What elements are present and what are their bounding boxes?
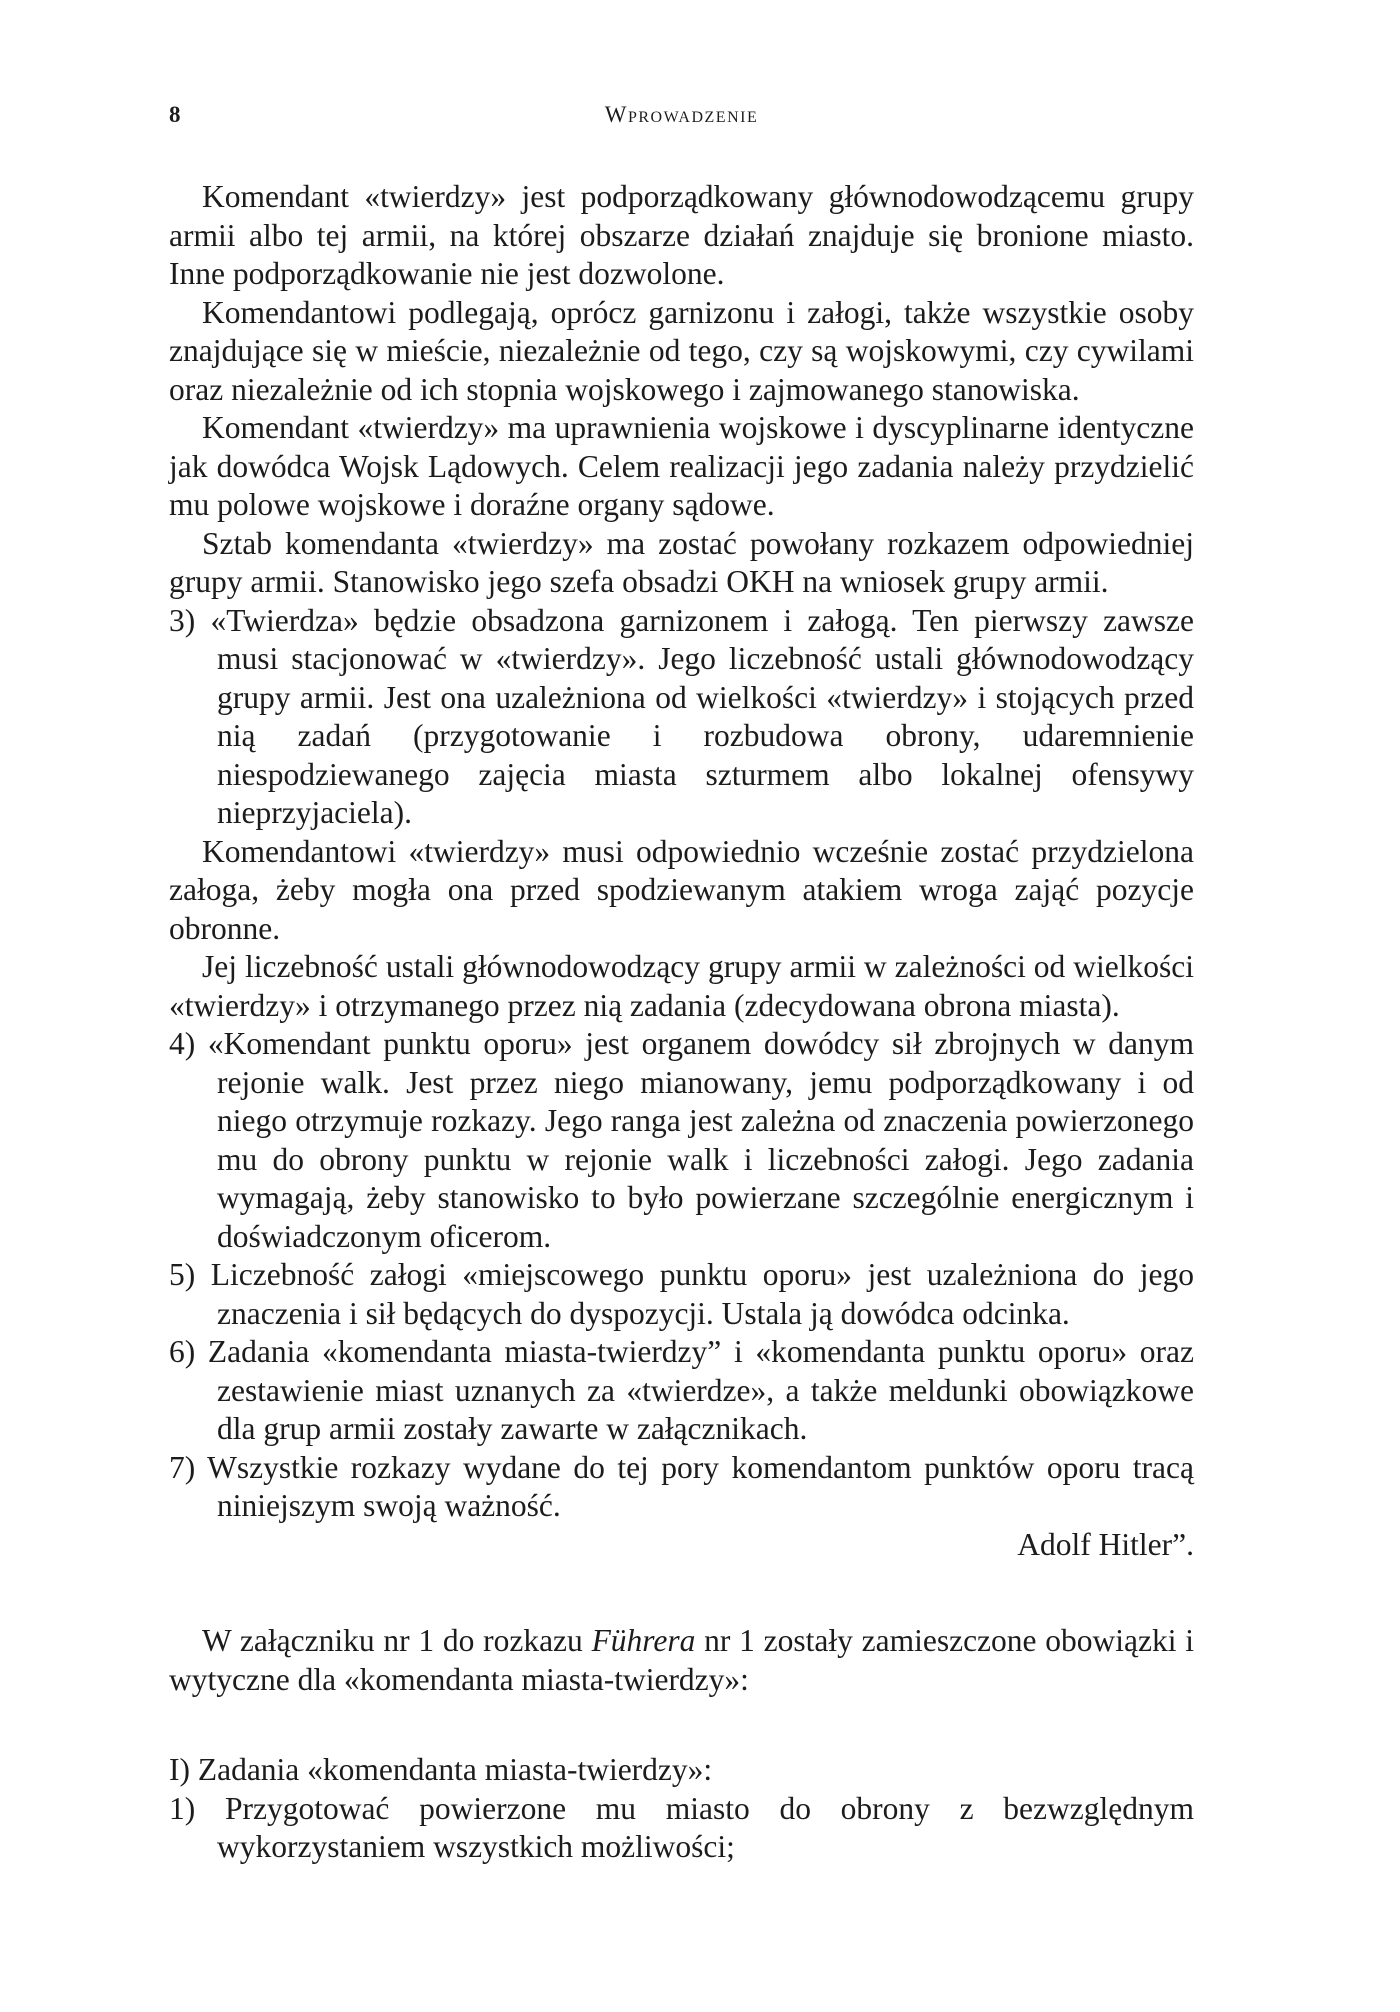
annex-text-start: W załączniku nr 1 do rozkazu bbox=[202, 1623, 592, 1658]
annex-text-italic: Führera bbox=[591, 1623, 696, 1658]
paragraph-annex bbox=[169, 1622, 1194, 1699]
page-header bbox=[169, 102, 1194, 138]
signature: Adolf Hitler”. bbox=[1017, 1526, 1194, 1562]
section-heading: I) Zadania «komendanta miasta-twierdzy»: bbox=[169, 1752, 713, 1787]
paragraph: Komendantowi podlegają, oprócz garnizonu i załogi, także wszystkie osoby znajdujące się w mieście, niezależnie od tego, czy są wojskowymi, czy cywilami oraz niezależnie od ich stopnia wojskowego i zajmowanego stanowiska. bbox=[169, 294, 1194, 407]
spacer bbox=[169, 1564, 1194, 1622]
page-number: 8 bbox=[169, 102, 181, 127]
annex-text-end: nr 1 zostały zamieszczone obowiązki i wytyczne dla «komendanta miasta-twierdzy»: bbox=[169, 1623, 1195, 1697]
list-item-3: 3) «Twierdza» będzie obsadzona garnizonem i załogą. Ten pierwszy zawsze musi stacjonować w «twierdzy». Jego liczebność ustali głównodowodzący grupy armii. Jest ona uzależniona od wielkości «twierdzy» i stojących przed nią zadań (przygotowanie i rozbudowa obrony, udaremnienie niespodziewanego zajęcia miasta szturmem albo lokalnej ofensywy nieprzyjaciela). bbox=[169, 602, 1194, 830]
paragraph: Sztab komendanta «twierdzy» ma zostać powołany rozkazem odpowiedniej grupy armii. Stanowisko jego szefa obsadzi OKH na wniosek grupy armii. bbox=[169, 525, 1194, 599]
paragraph: Komendant «twierdzy» jest podporządkowany głównodowodzącemu grupy armii albo tej armii, na której obszarze działań znajduje się bronione miasto. Inne podporządkowanie nie jest dozwolone. bbox=[169, 179, 1194, 291]
list-item-7: 7) Wszystkie rozkazy wydane do tej pory komendantom punktów oporu tracą niniejszym swoją ważność. bbox=[169, 1449, 1194, 1523]
body-text bbox=[169, 178, 1194, 1867]
list-item-4: 4) «Komendant punktu oporu» jest organem dowódcy sił zbrojnych w danym rejonie walk. Jest przez niego mianowany, jemu podporządkowany i od niego otrzymuje rozkazy. Jego ranga jest zależna od znaczenia powierzonego mu do obrony punktu w rejonie walk i liczebności załogi. Jego zadania wymagają, żeby stanowisko to było powierzane szczególnie energicznym i doświadczonym oficerom. bbox=[169, 1026, 1194, 1254]
list-item-6: 6) Zadania «komendanta miasta-twierdzy” i «komendanta punktu oporu» oraz zestawienie miast uznanych za «twierdze», a także meldunki obowiązkowe dla grup armii zostały zawarte w załącznikach. bbox=[169, 1334, 1194, 1446]
paragraph: Komendantowi «twierdzy» musi odpowiednio wcześnie zostać przydzielona załoga, żeby mogła ona przed spodziewanym atakiem wroga zająć pozycje obronne. bbox=[169, 833, 1194, 946]
spacer bbox=[169, 1699, 1194, 1751]
list-item-1: 1) Przygotować powierzone mu miasto do obrony z bezwzględnym wykorzystaniem wszystkich możliwości; bbox=[169, 1790, 1194, 1864]
running-title: Wprowadzenie bbox=[604, 102, 759, 127]
paragraph: Jej liczebność ustali głównodowodzący grupy armii w zależności od wielkości «twierdzy» i otrzymanego przez nią zadania (zdecydowana obrona miasta). bbox=[169, 949, 1194, 1023]
paragraph: Komendant «twierdzy» ma uprawnienia wojskowe i dyscyplinarne identyczne jak dowódca Wojsk Lądowych. Celem realizacji jego zadania należy przydzielić mu polowe wojskowe i doraźne organy sądowe. bbox=[169, 410, 1194, 522]
list-item-5: 5) Liczebność załogi «miejscowego punktu oporu» jest uzależniona do jego znaczenia i sił będących do dyspozycji. Ustala ją dowódca odcinka. bbox=[169, 1257, 1194, 1331]
